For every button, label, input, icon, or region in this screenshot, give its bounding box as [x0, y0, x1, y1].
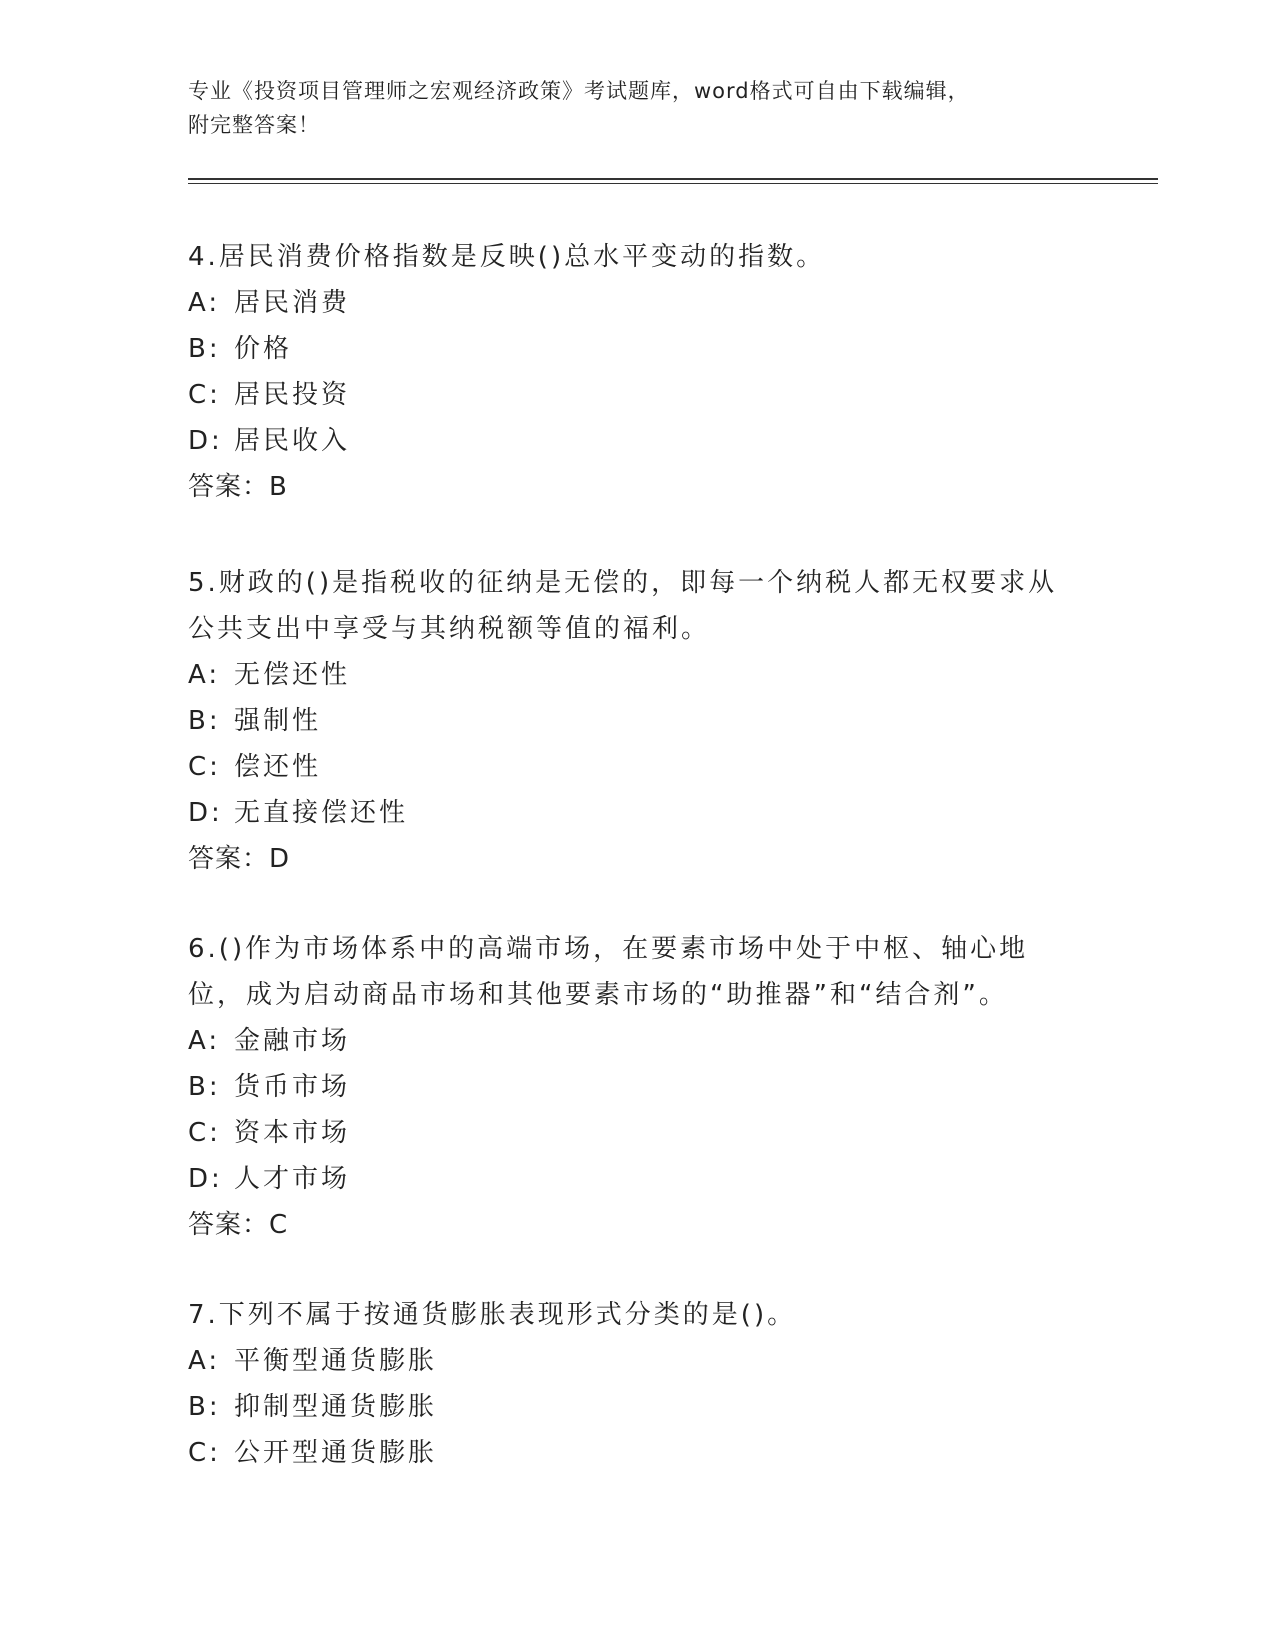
option-a — [188, 1018, 1088, 1064]
question-stem: 4.居民消费价格指数是反映()总水平变动的指数。 — [188, 242, 826, 272]
option-b — [188, 326, 1088, 372]
option-key: C: — [188, 1118, 221, 1148]
option-c — [188, 744, 1088, 790]
option-text: 资本市场 — [234, 1118, 351, 1148]
option-c — [188, 372, 1088, 418]
option-a — [188, 280, 1088, 326]
option-text: 居民消费 — [234, 288, 351, 318]
option-key: B: — [188, 1072, 221, 1102]
question-stem: 6.()作为市场体系中的高端市场，在要素市场中处于中枢、轴心地位，成为启动商品市场和其他要素市场的“助推器”和“结合剂”。 — [188, 934, 1029, 1010]
option-key: A: — [188, 1346, 221, 1376]
question-stem: 7.下列不属于按通货膨胀表现形式分类的是()。 — [188, 1300, 797, 1330]
option-d — [188, 790, 1088, 836]
option-text: 价格 — [234, 334, 293, 364]
option-text: 无偿还性 — [234, 660, 351, 690]
option-key: B: — [188, 1392, 221, 1422]
option-d — [188, 1156, 1088, 1202]
question-stem: 5.财政的()是指税收的征纳是无偿的，即每一个纳税人都无权要求从公共支出中享受与其纳税额等值的福利。 — [188, 568, 1058, 644]
option-d — [188, 418, 1088, 464]
option-c — [188, 1110, 1088, 1156]
option-c — [188, 1430, 1088, 1476]
option-b — [188, 1064, 1088, 1110]
option-key: C: — [188, 1438, 221, 1468]
header-divider-thin — [188, 183, 1158, 184]
header-line-1: 专业《投资项目管理师之宏观经济政策》考试题库，word格式可自由下载编辑， — [188, 79, 970, 103]
option-text: 抑制型通货膨胀 — [234, 1392, 438, 1422]
option-text: 强制性 — [234, 706, 322, 736]
option-text: 居民收入 — [234, 426, 351, 456]
option-key: C: — [188, 380, 221, 410]
option-key: B: — [188, 334, 221, 364]
header-line-2: 附完整答案！ — [188, 113, 320, 137]
option-a — [188, 652, 1088, 698]
option-key: B: — [188, 706, 221, 736]
option-key: D: — [188, 798, 223, 828]
option-key: A: — [188, 660, 221, 690]
option-key: A: — [188, 1026, 221, 1056]
question-6 — [188, 926, 1088, 1248]
question-4 — [188, 234, 1088, 510]
option-text: 无直接偿还性 — [234, 798, 409, 828]
header-divider-thick — [188, 178, 1158, 180]
answer-line: 答案：B — [188, 472, 288, 502]
option-key: C: — [188, 752, 221, 782]
option-text: 居民投资 — [234, 380, 351, 410]
answer-line: 答案：C — [188, 1210, 289, 1240]
document-header — [188, 74, 1088, 142]
option-a — [188, 1338, 1088, 1384]
option-text: 偿还性 — [234, 752, 322, 782]
option-key: D: — [188, 426, 223, 456]
option-text: 货币市场 — [234, 1072, 351, 1102]
option-text: 金融市场 — [234, 1026, 351, 1056]
answer-line: 答案：D — [188, 844, 291, 874]
question-5 — [188, 560, 1088, 882]
option-b — [188, 698, 1088, 744]
option-key: D: — [188, 1164, 223, 1194]
question-7 — [188, 1292, 1088, 1476]
option-text: 公开型通货膨胀 — [234, 1438, 438, 1468]
option-text: 人才市场 — [234, 1164, 351, 1194]
option-b — [188, 1384, 1088, 1430]
option-text: 平衡型通货膨胀 — [234, 1346, 438, 1376]
option-key: A: — [188, 288, 221, 318]
